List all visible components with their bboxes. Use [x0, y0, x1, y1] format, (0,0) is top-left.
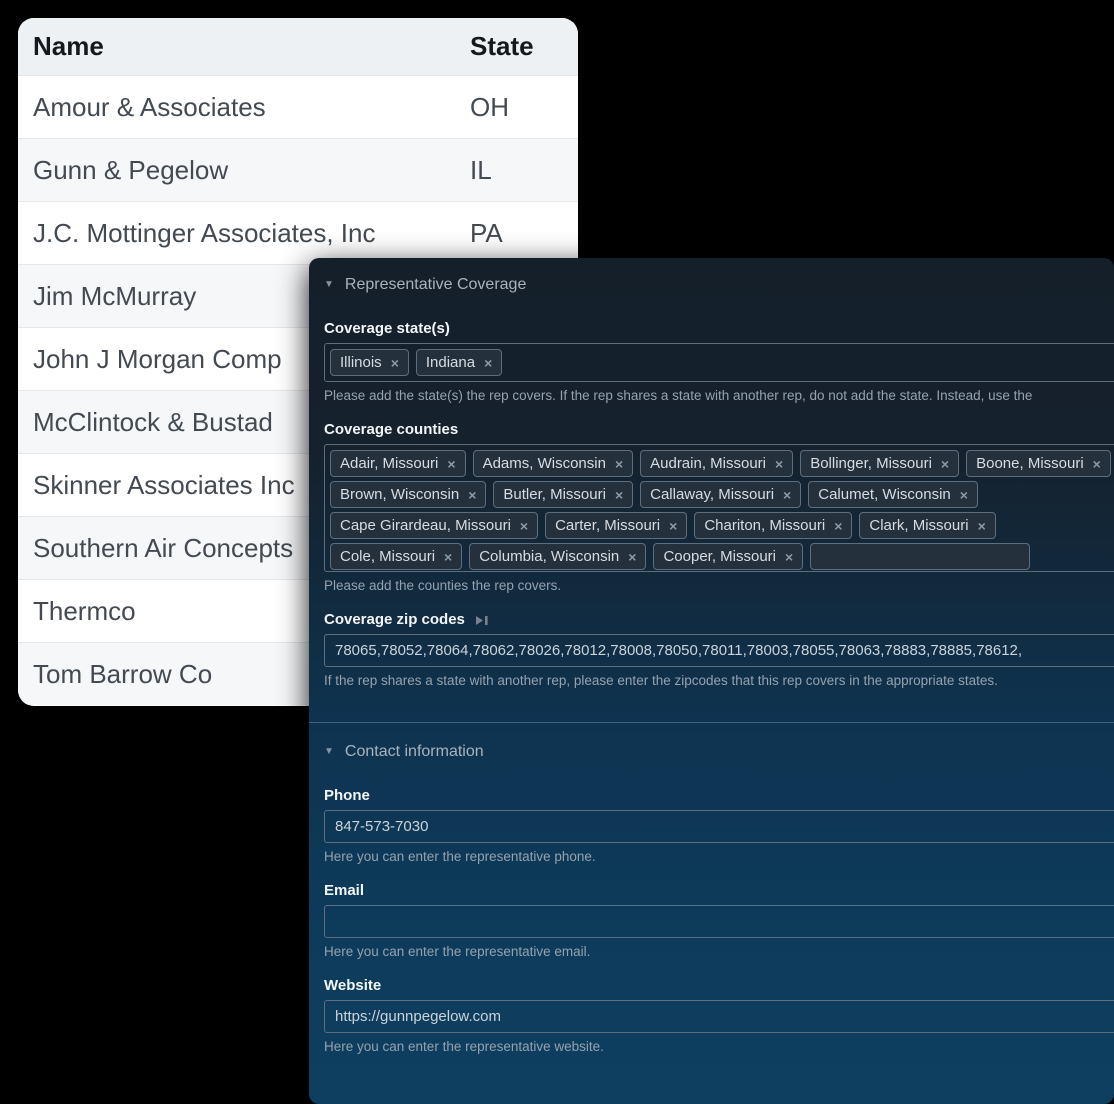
remove-tag-icon[interactable]: × — [669, 517, 678, 534]
tag-chip — [416, 349, 502, 376]
coverage-states-label: Coverage state(s) — [324, 320, 450, 337]
company-name-cell: Tom Barrow Co — [18, 643, 470, 706]
tag-label: Bollinger, Missouri — [810, 455, 932, 472]
remove-tag-icon[interactable]: × — [519, 517, 529, 534]
remove-tag-icon[interactable]: × — [628, 548, 637, 565]
tag-label: Illinois — [340, 354, 382, 371]
tag-label: Audrain, Missouri — [650, 455, 767, 472]
tag-chip — [330, 481, 486, 508]
tag-label: Carter, Missouri — [555, 517, 661, 534]
company-name-cell: John J Morgan Comp — [18, 328, 470, 391]
coverage-zips-help: If the rep shares a state with another rep, please enter the zipcodes that this rep covers in the appropriate states. — [324, 673, 998, 688]
company-name-cell: Amour & Associates — [18, 76, 470, 139]
coverage-zips-label: Coverage zip codes — [324, 611, 465, 628]
tag-chip — [966, 450, 1111, 477]
website-field — [324, 977, 1114, 1054]
column-header-name: Name — [18, 18, 470, 76]
remove-tag-icon[interactable]: × — [614, 455, 624, 472]
representative-form-panel — [309, 258, 1114, 1104]
company-name-cell: Thermco — [18, 580, 470, 643]
company-name-cell: Skinner Associates Inc — [18, 454, 470, 517]
section-title: Contact information — [344, 743, 484, 760]
table-row[interactable] — [18, 202, 578, 265]
tag-label: Cooper, Missouri — [663, 548, 776, 565]
tag-label: Butler, Missouri — [503, 486, 606, 503]
company-state-cell: OH — [470, 76, 578, 139]
remove-tag-icon[interactable]: × — [468, 486, 477, 503]
tag-chip — [330, 349, 409, 376]
company-name-cell: Gunn & Pegelow — [18, 139, 470, 202]
collapse-triangle-icon: ▼ — [324, 746, 334, 757]
tag-label: Adair, Missouri — [340, 455, 439, 472]
coverage-zips-field — [324, 611, 1114, 688]
table-row[interactable] — [18, 76, 578, 139]
tag-chip — [469, 543, 646, 570]
tag-label: Clark, Missouri — [869, 517, 969, 534]
tag-label: Brown, Wisconsin — [340, 486, 460, 503]
tag-chip-clipped — [810, 543, 1030, 570]
company-state-cell: PA — [470, 202, 578, 265]
section-divider — [309, 722, 1114, 723]
collapse-triangle-icon: ▼ — [324, 279, 334, 290]
email-label: Email — [324, 882, 365, 899]
tag-chip — [330, 543, 462, 570]
section-representative-coverage[interactable] — [324, 276, 1114, 294]
tag-label: Cole, Missouri — [340, 548, 436, 565]
remove-tag-icon[interactable]: × — [444, 548, 453, 565]
remove-tag-icon[interactable]: × — [484, 354, 493, 371]
phone-help: Here you can enter the representative phone. — [324, 849, 596, 864]
tag-chip — [330, 450, 466, 477]
tag-chip — [493, 481, 633, 508]
remove-tag-icon[interactable]: × — [977, 517, 986, 534]
remove-tag-icon[interactable]: × — [1092, 455, 1101, 472]
remove-tag-icon[interactable]: × — [447, 455, 456, 472]
tag-label: Indiana — [425, 354, 476, 371]
coverage-counties-field — [324, 421, 1114, 593]
company-name-cell: Jim McMurray — [18, 265, 470, 328]
phone-input[interactable] — [324, 810, 1114, 843]
remove-tag-icon[interactable]: × — [959, 486, 968, 503]
company-name-cell: McClintock & Bustad — [18, 391, 470, 454]
remove-tag-icon[interactable]: × — [834, 517, 843, 534]
coverage-counties-label: Coverage counties — [324, 421, 459, 438]
website-help: Here you can enter the representative website. — [324, 1039, 604, 1054]
column-header-state: State — [470, 18, 578, 76]
coverage-counties-input[interactable] — [324, 444, 1114, 572]
coverage-counties-help: Please add the counties the rep covers. — [324, 578, 562, 593]
section-contact-information[interactable] — [324, 743, 1114, 761]
remove-tag-icon[interactable]: × — [775, 455, 784, 472]
tag-label: Calumet, Wisconsin — [818, 486, 951, 503]
table-row[interactable] — [18, 139, 578, 202]
tag-chip — [545, 512, 687, 539]
remove-tag-icon[interactable]: × — [940, 455, 950, 472]
phone-field — [324, 787, 1114, 864]
company-state-cell: IL — [470, 139, 578, 202]
tag-chip — [330, 512, 538, 539]
remove-tag-icon[interactable]: × — [783, 486, 792, 503]
remove-tag-icon[interactable]: × — [785, 548, 794, 565]
tag-chip — [653, 543, 803, 570]
website-input[interactable] — [324, 1000, 1114, 1033]
email-field — [324, 882, 1114, 959]
phone-label: Phone — [324, 787, 370, 804]
company-name-cell: J.C. Mottinger Associates, Inc — [18, 202, 470, 265]
tag-chip — [800, 450, 959, 477]
website-label: Website — [324, 977, 382, 994]
coverage-states-field — [324, 320, 1114, 403]
skip-forward-icon — [474, 614, 490, 627]
table-header-row — [18, 18, 578, 76]
tag-label: Cape Girardeau, Missouri — [340, 517, 511, 534]
tag-label: Callaway, Missouri — [650, 486, 775, 503]
tag-chip — [640, 450, 793, 477]
tag-chip — [859, 512, 995, 539]
remove-tag-icon[interactable]: × — [390, 354, 399, 371]
company-name-cell: Southern Air Concepts — [18, 517, 470, 580]
tag-label: Columbia, Wisconsin — [479, 548, 620, 565]
remove-tag-icon[interactable]: × — [614, 486, 624, 503]
tag-chip — [473, 450, 634, 477]
coverage-zip-codes-input[interactable] — [324, 634, 1114, 667]
tag-label: Adams, Wisconsin — [482, 455, 606, 472]
tag-chip — [640, 481, 801, 508]
tag-chip — [694, 512, 852, 539]
email-input[interactable] — [324, 905, 1114, 938]
section-title: Representative Coverage — [344, 276, 527, 293]
tag-chip — [808, 481, 978, 508]
coverage-states-help: Please add the state(s) the rep covers. If the rep shares a state with another rep, do not add the state. Instead, use the — [324, 388, 1033, 403]
tag-label: Boone, Missouri — [976, 455, 1084, 472]
coverage-states-input[interactable] — [324, 343, 1114, 382]
email-help: Here you can enter the representative email. — [324, 944, 591, 959]
tag-label: Chariton, Missouri — [704, 517, 826, 534]
